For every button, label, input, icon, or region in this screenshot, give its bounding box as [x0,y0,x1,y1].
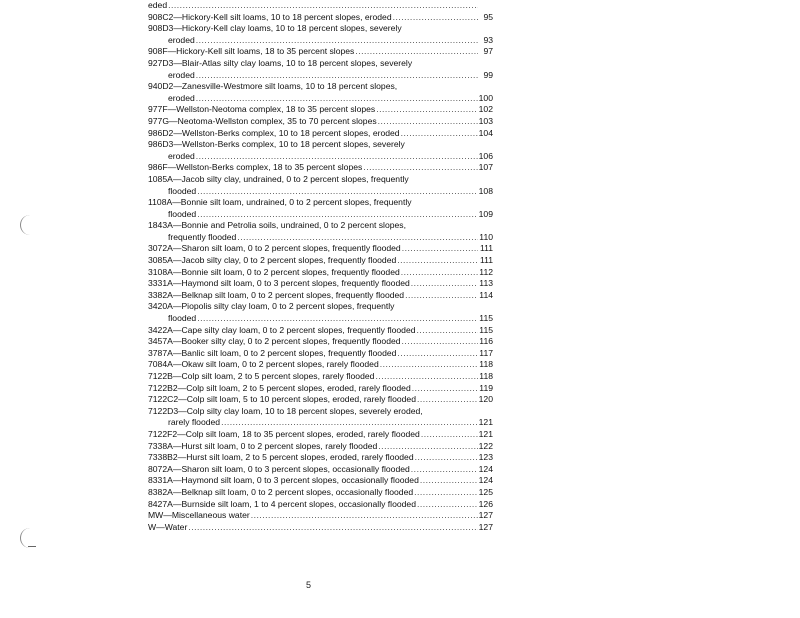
toc-entry-title: 1108A—Bonnie silt loam, undrained, 0 to 2 percent slopes, frequently [148,197,412,208]
toc-entry-line [148,487,493,499]
toc-entry-line [148,197,493,209]
toc-page-number: 121 [478,417,493,428]
dot-leader [196,35,478,47]
toc-entry-title: 7122F2—Colp silt loam, 18 to 35 percent slopes, eroded, rarely flooded [148,428,420,439]
toc-page-number: 108 [478,185,493,196]
dot-leader [397,255,478,267]
toc-entry-title: 7122C2—Colp silt loam, 5 to 10 percent slopes, eroded, rarely flooded [148,394,416,405]
dot-leader [355,46,478,58]
dot-leader [197,209,477,221]
toc-entry-line [148,243,493,255]
dot-leader [221,417,478,429]
toc-entry-title-cont: flooded [168,313,197,324]
toc-entry-title: 3382A—Belknap silt loam, 0 to 2 percent slopes, frequently flooded [148,289,405,300]
toc-entry-title-cont: flooded [168,185,197,196]
toc-page-number: 111 [479,255,493,266]
toc-entry-title: 977F—Wellston-Neotoma complex, 18 to 35 percent slopes [148,104,376,115]
toc-entry-line [148,336,493,348]
toc-entry-title: 7338B2—Hurst silt loam, 2 to 5 percent slopes, eroded, rarely flooded [148,452,414,463]
table-of-contents [148,0,493,533]
toc-entry-title: MW—Miscellaneous water [148,510,250,521]
toc-entry-continuation [148,232,493,244]
toc-entry [148,336,493,348]
toc-entry-title: 8382A—Belknap silt loam, 0 to 2 percent slopes, occasionally flooded [148,486,414,497]
toc-page-number: 103 [478,115,493,126]
dot-leader [188,522,477,534]
toc-entry-title-cont: frequently flooded [168,231,237,242]
toc-entry-title: 3787A—Banlic silt loam, 0 to 2 percent slopes, frequently flooded [148,347,397,358]
toc-entry [148,499,493,511]
toc-entry-title-cont: eroded [168,69,195,80]
dot-leader [363,162,477,174]
toc-entry-line [148,290,493,302]
toc-entry-title: 940D2—Zanesville-Westmore silt loams, 10 to 18 percent slopes, [148,81,398,92]
toc-entry [148,139,493,162]
dot-leader [411,464,478,476]
toc-entry [148,278,493,290]
toc-entry-title-cont: flooded [168,208,197,219]
toc-entry-title: 927D3—Blair-Atlas silty clay loams, 10 to 18 percent slopes, severely [148,57,413,68]
toc-entry-line [148,464,493,476]
toc-entry [148,359,493,371]
toc-page-number: 107 [478,162,493,173]
toc-entry [148,128,493,140]
toc-entry [148,58,493,81]
toc-entry [148,290,493,302]
toc-entry-title: 3420A—Piopolis silty clay loam, 0 to 2 percent slopes, frequently [148,301,395,312]
toc-entry-title: 986D2—Wellston-Berks complex, 10 to 18 percent slopes, eroded [148,127,400,138]
toc-entry [148,0,493,12]
toc-entry [148,301,493,324]
dot-leader [402,243,478,255]
dot-leader [420,475,478,487]
dot-leader [411,278,478,290]
toc-entry-continuation [148,313,493,325]
dot-leader [376,104,477,116]
toc-page-number: 125 [478,486,493,497]
toc-entry-line [148,104,493,116]
dot-leader [414,487,478,499]
toc-entry [148,406,493,429]
scan-mark [28,546,36,547]
toc-entry-line [148,452,493,464]
toc-entry [148,383,493,395]
toc-entry [148,104,493,116]
dot-leader [196,70,478,82]
toc-entry [148,487,493,499]
toc-page-number: 121 [478,428,493,439]
toc-entry [148,475,493,487]
toc-page-number: 104 [478,127,493,138]
dot-leader [196,93,478,105]
toc-entry-title: 908F—Hickory-Kell silt loams, 18 to 35 percent slopes [148,46,355,57]
toc-entry-line [148,12,493,24]
toc-entry [148,197,493,220]
punch-hole-mark [20,528,35,548]
toc-page-number: 126 [478,498,493,509]
toc-entry-line [148,0,493,12]
toc-entry-line [148,116,493,128]
dot-leader [393,12,478,24]
dot-leader [378,441,477,453]
toc-entry-line [148,383,493,395]
toc-page-number: 109 [478,208,493,219]
punch-hole-mark [20,215,35,235]
toc-entry [148,46,493,58]
toc-entry-title: 3072A—Sharon silt loam, 0 to 2 percent slopes, frequently flooded [148,243,401,254]
toc-entry-line [148,128,493,140]
toc-entry-line [148,348,493,360]
toc-page-number: 127 [478,521,493,532]
dot-leader [197,186,477,198]
toc-entry-line [148,174,493,186]
toc-entry-continuation [148,186,493,198]
dot-leader [417,499,478,511]
toc-entry [148,162,493,174]
toc-entry-line [148,301,493,313]
toc-entry-title: 8427A—Burnside silt loam, 1 to 4 percent slopes, occasionally flooded [148,498,416,509]
toc-page-number: 111 [479,243,493,254]
toc-page-number: 110 [479,231,493,242]
toc-entry-title: 7122D3—Colp silty clay loam, 10 to 18 percent slopes, severely eroded, [148,405,423,416]
toc-page-number: 120 [478,394,493,405]
toc-entry-line [148,139,493,151]
toc-entry-line [148,325,493,337]
toc-page-number: 102 [478,104,493,115]
dot-leader [421,429,478,441]
toc-entry-continuation [148,151,493,163]
toc-entry-title: 3331A—Haymond silt loam, 0 to 3 percent slopes, frequently flooded [148,278,410,289]
toc-page-number: 93 [483,34,493,45]
toc-entry-line [148,441,493,453]
dot-leader [237,232,478,244]
toc-entry-line [148,406,493,418]
toc-entry [148,510,493,522]
toc-page-number: 124 [478,475,493,486]
toc-entry-title: 7122B2—Colp silt loam, 2 to 5 percent slopes, eroded, rarely flooded [148,382,411,393]
dot-leader [401,128,478,140]
toc-entry-line [148,278,493,290]
page-number: 5 [306,580,312,590]
toc-page-number: 112 [479,266,493,277]
toc-entry-line [148,220,493,232]
toc-entry-line [148,510,493,522]
toc-entry [148,441,493,453]
toc-entry-title: 3085A—Jacob silty clay, 0 to 2 percent slopes, frequently flooded [148,255,397,266]
toc-entry-line [148,81,493,93]
toc-entry-line [148,23,493,35]
toc-entry-continuation [148,70,493,82]
dot-leader [375,371,478,383]
toc-entry [148,452,493,464]
toc-entry-line [148,162,493,174]
toc-entry [148,394,493,406]
toc-entry-line [148,499,493,511]
toc-page-number: 106 [478,150,493,161]
toc-page-number: 115 [479,313,493,324]
toc-page-number: 114 [479,289,493,300]
dot-leader [401,267,478,279]
toc-entry-line [148,475,493,487]
toc-page-number: 119 [479,382,493,393]
toc-entry-line [148,267,493,279]
toc-entry [148,116,493,128]
toc-page-number: 117 [479,347,493,358]
toc-entry-title: 3108A—Bonnie silt loam, 0 to 2 percent slopes, frequently flooded [148,266,400,277]
toc-entry-title: W—Water [148,521,188,532]
toc-entry-title: eded [148,0,168,10]
toc-entry [148,464,493,476]
toc-entry-line [148,371,493,383]
toc-page-number: 116 [479,336,493,347]
toc-entry [148,243,493,255]
toc-entry-line [148,359,493,371]
toc-entry [148,12,493,24]
toc-entry-continuation [148,93,493,105]
dot-leader [196,151,478,163]
dot-leader [251,510,478,522]
toc-entry [148,220,493,243]
toc-page-number: 124 [478,463,493,474]
dot-leader [417,394,478,406]
toc-entry-title: 3457A—Booker silty clay, 0 to 2 percent slopes, frequently flooded [148,336,401,347]
toc-entry-title: 986D3—Wellston-Berks complex, 10 to 18 percent slopes, severely [148,139,405,150]
toc-entry-title-cont: rarely flooded [168,417,221,428]
toc-entry [148,174,493,197]
toc-entry-title: 1085A—Jacob silty clay, undrained, 0 to 2 percent slopes, frequently [148,173,409,184]
toc-entry-title-cont: eroded [168,92,195,103]
dot-leader [168,0,478,12]
toc-entry-line [148,394,493,406]
toc-entry [148,348,493,360]
toc-entry-line [148,58,493,70]
toc-entry [148,255,493,267]
dot-leader [380,359,478,371]
toc-entry [148,81,493,104]
toc-entry [148,267,493,279]
toc-entry [148,23,493,46]
toc-page-number: 97 [483,46,493,57]
dot-leader [415,452,478,464]
toc-page-number: 95 [483,11,493,22]
toc-entry-title: 1843A—Bonnie and Petrolia soils, undrained, 0 to 2 percent slopes, [148,220,406,231]
toc-entry [148,325,493,337]
toc-entry-title-cont: eroded [168,34,195,45]
toc-entry-line [148,46,493,58]
dot-leader [412,383,478,395]
toc-entry [148,522,493,534]
toc-page-number: 122 [478,440,493,451]
toc-entry-continuation [148,209,493,221]
toc-page-number: 118 [479,371,493,381]
toc-entry-title: 7084A—Okaw silt loam, 0 to 2 percent slopes, rarely flooded [148,359,379,370]
toc-entry-title: 3422A—Cape silty clay loam, 0 to 2 percent slopes, frequently flooded [148,324,416,335]
toc-entry-continuation [148,417,493,429]
toc-page-number: 113 [479,278,493,289]
toc-entry-title: 8331A—Haymond silt loam, 0 to 3 percent slopes, occasionally flooded [148,475,419,486]
toc-entry [148,429,493,441]
toc-page-number: 115 [479,324,493,335]
toc-entry-line [148,255,493,267]
toc-entry [148,371,493,383]
toc-entry-title: 7338A—Hurst silt loam, 0 to 2 percent slopes, rarely flooded [148,440,378,451]
toc-entry-title: 908D3—Hickory-Kell clay loams, 10 to 18 percent slopes, severely [148,23,402,34]
toc-page-number: 127 [478,510,493,521]
toc-entry-title: 986F—Wellston-Berks complex, 18 to 35 percent slopes [148,162,363,173]
toc-entry-title: 7122B—Colp silt loam, 2 to 5 percent slopes, rarely flooded [148,371,375,381]
dot-leader [402,336,478,348]
toc-page-number: 118 [479,359,493,370]
toc-entry-line [148,522,493,534]
toc-entry-title-cont: eroded [168,150,195,161]
dot-leader [397,348,478,360]
toc-page-number: 123 [478,452,493,463]
toc-entry-line [148,429,493,441]
toc-entry-continuation [148,35,493,47]
dot-leader [378,116,478,128]
dot-leader [417,325,478,337]
toc-page-number: 100 [478,92,493,103]
toc-entry-title: 908C2—Hickory-Kell silt loams, 10 to 18 percent slopes, eroded [148,11,392,22]
toc-page-number: 99 [483,69,493,80]
dot-leader [197,313,478,325]
toc-entry-title: 8072A—Sharon silt loam, 0 to 3 percent slopes, occasionally flooded [148,463,410,474]
toc-entry-title: 977G—Neotoma-Wellston complex, 35 to 70 percent slopes [148,115,377,126]
dot-leader [405,290,478,302]
